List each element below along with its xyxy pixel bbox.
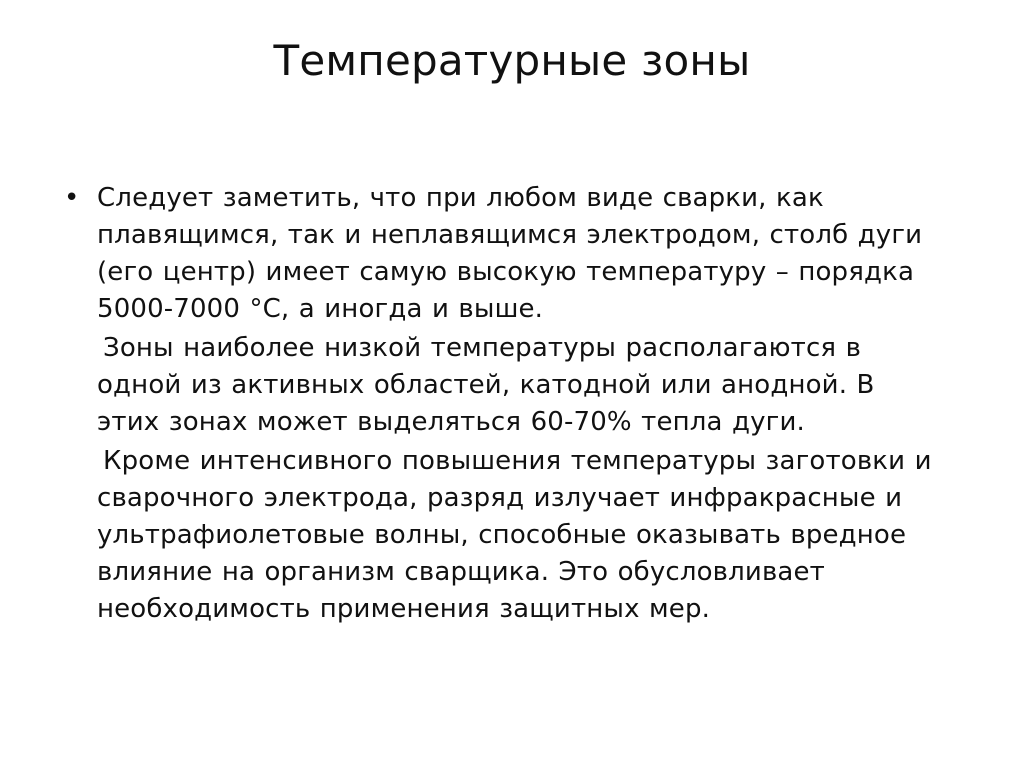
slide-content — [64, 180, 944, 628]
paragraph-2-text: Зоны наиболее низкой температуры располагаются в одной из активных областей, катодной или анодной. В этих зонах может выделяться 60-70% тепла дуги. — [97, 333, 875, 437]
bullet-icon: • — [64, 183, 80, 213]
paragraph-2 — [64, 330, 944, 441]
bullet-item — [64, 180, 944, 328]
paragraph-3-text: Кроме интенсивного повышения температуры заготовки и сварочного электрода, разряд излучает инфракрасные и ультрафиолетовые волны, способные оказывать вредное влияние на организм сварщика. Это обусловливает необходимость применения защитных мер. — [97, 446, 932, 624]
slide-title: Температурные зоны — [273, 36, 751, 85]
paragraph-1: Следует заметить, что при любом виде сварки, как плавящимся, так и неплавящимся электродом, столб дуги (его центр) имеет самую высокую температуру – порядка 5000-7000 °С, а иногда и выше. — [97, 183, 923, 324]
paragraph-3 — [64, 443, 944, 628]
